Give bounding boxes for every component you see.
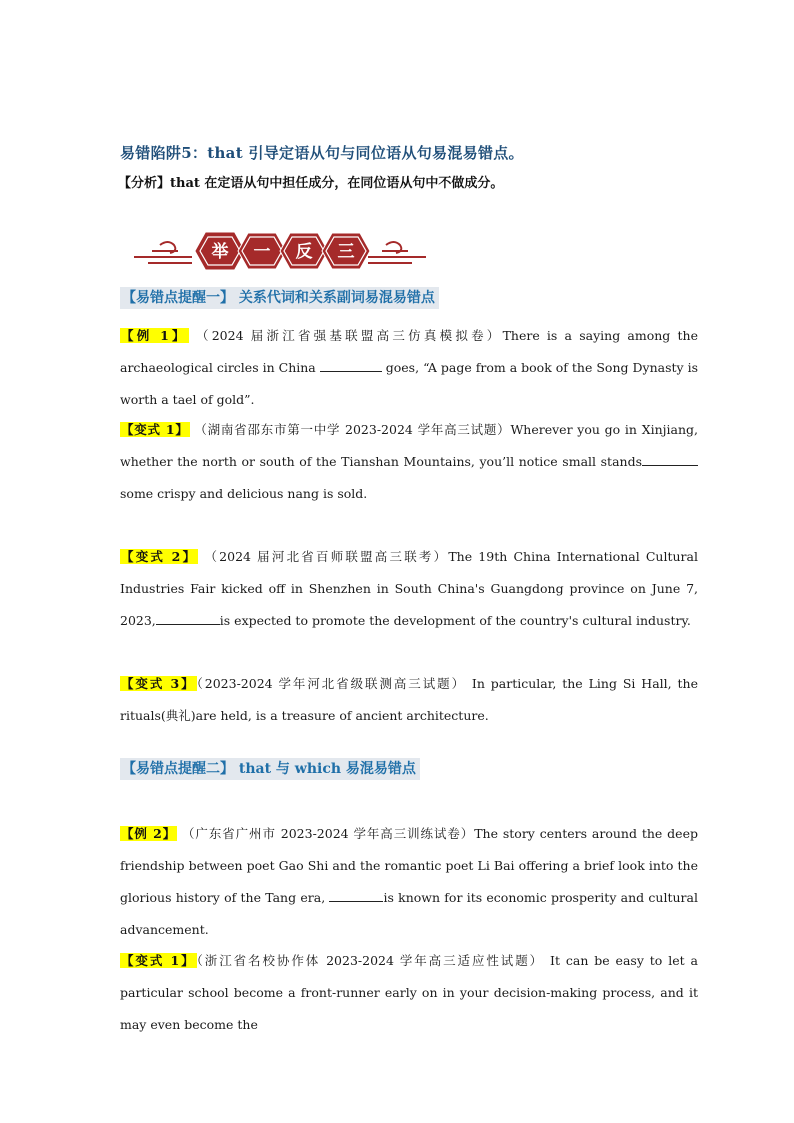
question-text: goes, “A page from a book of the Song Dynasty is worth a tael of gold”. bbox=[120, 360, 698, 407]
question-text: is expected to promote the development of the country's cultural industry. bbox=[219, 613, 691, 628]
question-text: There is a saying among the archaeological circles in China bbox=[120, 328, 698, 375]
hexagon-3 bbox=[280, 233, 328, 269]
variant-tag: 【变式 1】 bbox=[121, 422, 189, 437]
question-text: The story centers around the deep friendship between poet Gao Shi and the romantic poet Li Bai offering a brief look into the glorious history of the Tang era, bbox=[120, 826, 698, 905]
hexagon-2 bbox=[238, 233, 286, 269]
trap-title: 易错陷阱5：that 引导定语从句与同位语从句易混易错点。 bbox=[120, 144, 524, 162]
answer-blank[interactable] bbox=[156, 612, 220, 625]
banner-char-4: 三 bbox=[337, 242, 355, 262]
question-text: Wherever you go in Xinjiang, whether the north or south of the Tianshan Mountains, you’ll notice small stands bbox=[120, 422, 698, 469]
source-note: （2024 届浙江省强基联盟高三仿真模拟卷） bbox=[195, 328, 503, 343]
source-note: （湖南省邵东市第一中学 2023-2024 学年高三试题） bbox=[194, 422, 511, 437]
analysis-note: 【分析】that 在定语从句中担任成分，在同位语从句中不做成分。 bbox=[118, 176, 504, 191]
banner-char-2: 一 bbox=[253, 242, 271, 262]
hexagon-4 bbox=[322, 233, 370, 269]
hexagon-row bbox=[196, 233, 370, 269]
section-heading-1: 【易错点提醒一】 关系代词和关系副词易混易错点 bbox=[120, 287, 439, 309]
banner-graphic bbox=[130, 223, 430, 283]
right-swirl-ornament bbox=[368, 242, 426, 263]
question-text: some crispy and delicious nang is sold. bbox=[120, 486, 368, 501]
question-text: It can be easy to let a particular school become a front-runner early on in your decision-making process, and it may even become the bbox=[120, 953, 699, 1032]
variant-tag: 【变式 1】 bbox=[121, 953, 196, 968]
variant-1 bbox=[120, 414, 698, 510]
banner-char-1: 举 bbox=[211, 242, 229, 262]
section-heading-2: 【易错点提醒二】 that 与 which 易混易错点 bbox=[120, 758, 420, 780]
left-swirl-ornament bbox=[134, 242, 192, 263]
example-2 bbox=[120, 818, 698, 946]
banner-char-3: 反 bbox=[295, 242, 313, 262]
variant-3 bbox=[120, 668, 698, 732]
question-text: In particular, the Ling Si Hall, the rituals(典礼)are held, is a treasure of ancient architecture. bbox=[120, 676, 698, 723]
variant-tag: 【变式 3】 bbox=[121, 676, 196, 691]
example-tag: 【例 2】 bbox=[121, 826, 177, 841]
question-text: The 19th China International Cultural Industries Fair kicked off in Shenzhen in South China's Guangdong province on June 7, 2023, bbox=[120, 549, 698, 628]
variant-2 bbox=[120, 541, 698, 637]
source-note: （2023-2024 学年河北省级联测高三试题） bbox=[196, 676, 467, 691]
source-note: （浙江省名校协作体 2023-2024 学年高三适应性试题） bbox=[196, 953, 545, 968]
example-1 bbox=[120, 320, 698, 416]
answer-blank[interactable] bbox=[642, 453, 698, 466]
variant-4 bbox=[120, 945, 698, 1041]
source-note: （广东省广州市 2023-2024 学年高三训练试卷） bbox=[182, 826, 475, 841]
answer-blank[interactable] bbox=[329, 889, 383, 902]
source-note: （2024 届河北省百师联盟高三联考） bbox=[204, 549, 449, 564]
answer-blank[interactable] bbox=[320, 359, 382, 372]
variant-tag: 【变式 2】 bbox=[121, 549, 198, 564]
question-text: is known for its economic prosperity and cultural advancement. bbox=[120, 890, 698, 937]
example-tag: 【例 1】 bbox=[121, 328, 188, 343]
hexagon-1 bbox=[196, 233, 244, 269]
